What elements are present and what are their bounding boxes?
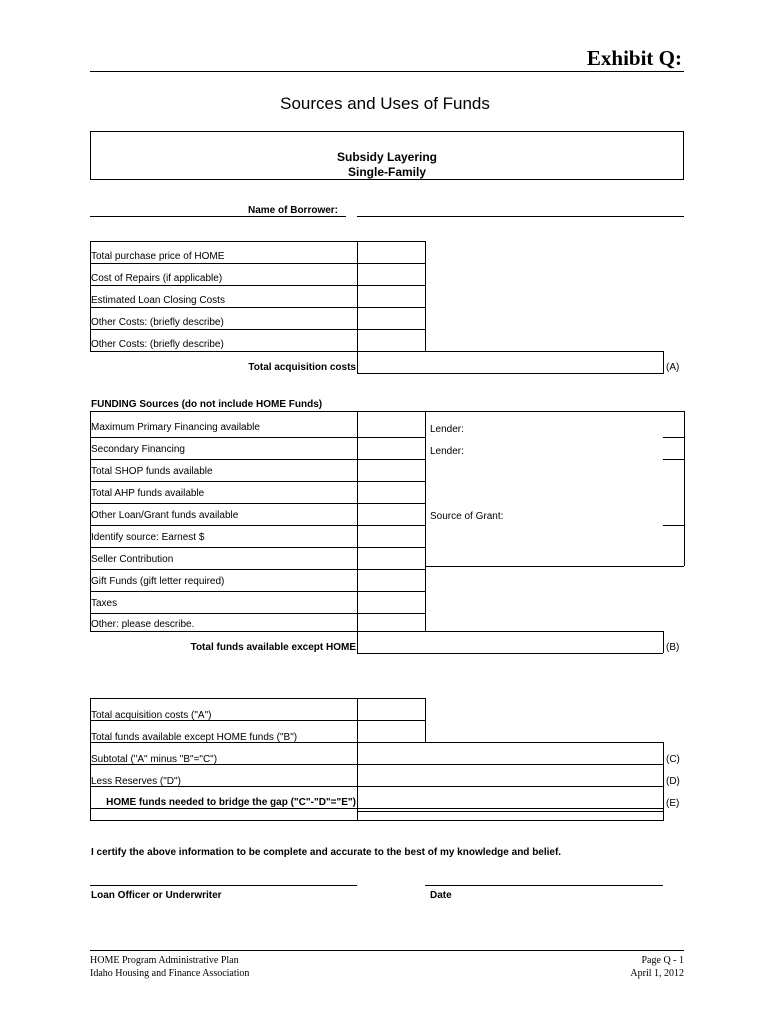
subtitle-line-2: Single-Family	[347, 165, 427, 179]
gap-row-rule	[90, 720, 425, 721]
lender-box-right-border	[684, 411, 685, 566]
officer-signature-label: Loan Officer or Underwriter	[91, 890, 222, 901]
funding-value-right-border	[425, 411, 426, 631]
lender-1-field[interactable]	[663, 437, 684, 438]
footer-rule	[90, 950, 684, 951]
funding-total-field[interactable]	[357, 653, 663, 654]
funding-heading: FUNDING Sources (do not include HOME Funds)	[91, 399, 323, 410]
acq-row-rule	[90, 307, 425, 308]
acq-row-label: Estimated Loan Closing Costs	[91, 295, 225, 306]
funding-top-rule	[90, 411, 684, 412]
funding-total-top-rule	[425, 631, 663, 632]
header-rule	[90, 71, 684, 72]
footer-date: April 1, 2012	[630, 968, 684, 979]
acq-row-rule	[90, 285, 425, 286]
grant-source-label: Source of Grant:	[430, 511, 504, 522]
gap-row-label: Subtotal ("A" minus "B"="C")	[91, 754, 218, 765]
funding-row-label: Other Loan/Grant funds available	[91, 510, 239, 521]
acq-row-rule	[90, 329, 425, 330]
grant-source-field[interactable]	[663, 525, 684, 526]
gap-row-label: Less Reserves ("D")	[91, 776, 181, 787]
acq-row-label: Total purchase price of HOME	[91, 251, 225, 262]
tag-c: (C)	[666, 754, 680, 765]
acq-row-label: Cost of Repairs (if applicable)	[91, 273, 223, 284]
date-signature-line[interactable]	[425, 885, 663, 886]
funding-row-label: Taxes	[91, 598, 118, 609]
date-signature-label: Date	[430, 890, 452, 901]
gap-value-left-border	[357, 698, 358, 820]
lender-1-label: Lender:	[430, 424, 464, 435]
acq-row-label: Other Costs: (briefly describe)	[91, 339, 224, 350]
funding-value-left-border	[357, 411, 358, 653]
exhibit-heading: Exhibit Q:	[586, 46, 682, 70]
gap-row-label: Total funds available except HOME funds ("B")	[91, 732, 298, 743]
gap-row-rule	[90, 742, 425, 743]
gap-row-rule	[90, 764, 664, 765]
funding-total-right-border	[663, 631, 664, 653]
certify-statement: I certify the above information to be complete and accurate to the best of my knowledge and belief.	[91, 847, 562, 858]
bridge-label: HOME funds needed to bridge the gap ("C"-"D"="E")	[106, 797, 356, 808]
officer-signature-line[interactable]	[90, 885, 357, 886]
funding-row-label: Seller Contribution	[91, 554, 174, 565]
acq-total-tag: (A)	[666, 362, 680, 373]
funding-row-label: Total AHP funds available	[91, 488, 205, 499]
bridge-field[interactable]	[90, 808, 664, 809]
acq-total-field[interactable]	[357, 351, 664, 374]
acq-total-label: Total acquisition costs	[248, 362, 356, 373]
lender-2-label: Lender:	[430, 446, 464, 457]
footer-page-number: Page Q - 1	[641, 955, 684, 966]
funding-row-label: Maximum Primary Financing available	[91, 422, 260, 433]
funding-row-label: Other: please describe.	[91, 619, 195, 630]
acq-top-rule	[90, 241, 425, 242]
funding-row-label: Total SHOP funds available	[91, 466, 213, 477]
page-title: Sources and Uses of Funds	[280, 94, 490, 113]
lender-2-field[interactable]	[663, 459, 684, 460]
acq-row-label: Other Costs: (briefly describe)	[91, 317, 224, 328]
bridge-field-double	[357, 811, 663, 812]
funding-total-tag: (B)	[666, 642, 680, 653]
funding-row-label: Identify source: Earnest $	[91, 532, 205, 543]
gap-row-rule	[90, 786, 664, 787]
gap-c-top-rule	[425, 742, 663, 743]
gap-row-label: Total acquisition costs ("A")	[91, 710, 212, 721]
borrower-field[interactable]	[357, 216, 684, 217]
funding-row-label: Gift Funds (gift letter required)	[91, 576, 225, 587]
gap-top-rule	[90, 698, 425, 699]
acq-total-top-rule	[425, 351, 663, 352]
borrower-left-rule	[90, 216, 346, 217]
gap-value-right-border	[425, 698, 426, 742]
acq-row-rule	[90, 263, 425, 264]
subtitle-line-1: Subsidy Layering	[336, 150, 438, 164]
footer-left-line-1: HOME Program Administrative Plan	[90, 955, 239, 966]
funding-total-label: Total funds available except HOME	[190, 642, 356, 653]
gap-bottom-rule	[90, 820, 664, 821]
lender-box-bottom-rule	[425, 566, 684, 567]
acq-value-right-border	[425, 241, 426, 351]
tag-d: (D)	[666, 776, 680, 787]
funding-row-rule	[90, 631, 425, 632]
funding-row-label: Secondary Financing	[91, 444, 185, 455]
borrower-label: Name of Borrower:	[248, 205, 339, 216]
footer-left-line-2: Idaho Housing and Finance Association	[90, 968, 250, 979]
tag-e: (E)	[666, 798, 680, 809]
